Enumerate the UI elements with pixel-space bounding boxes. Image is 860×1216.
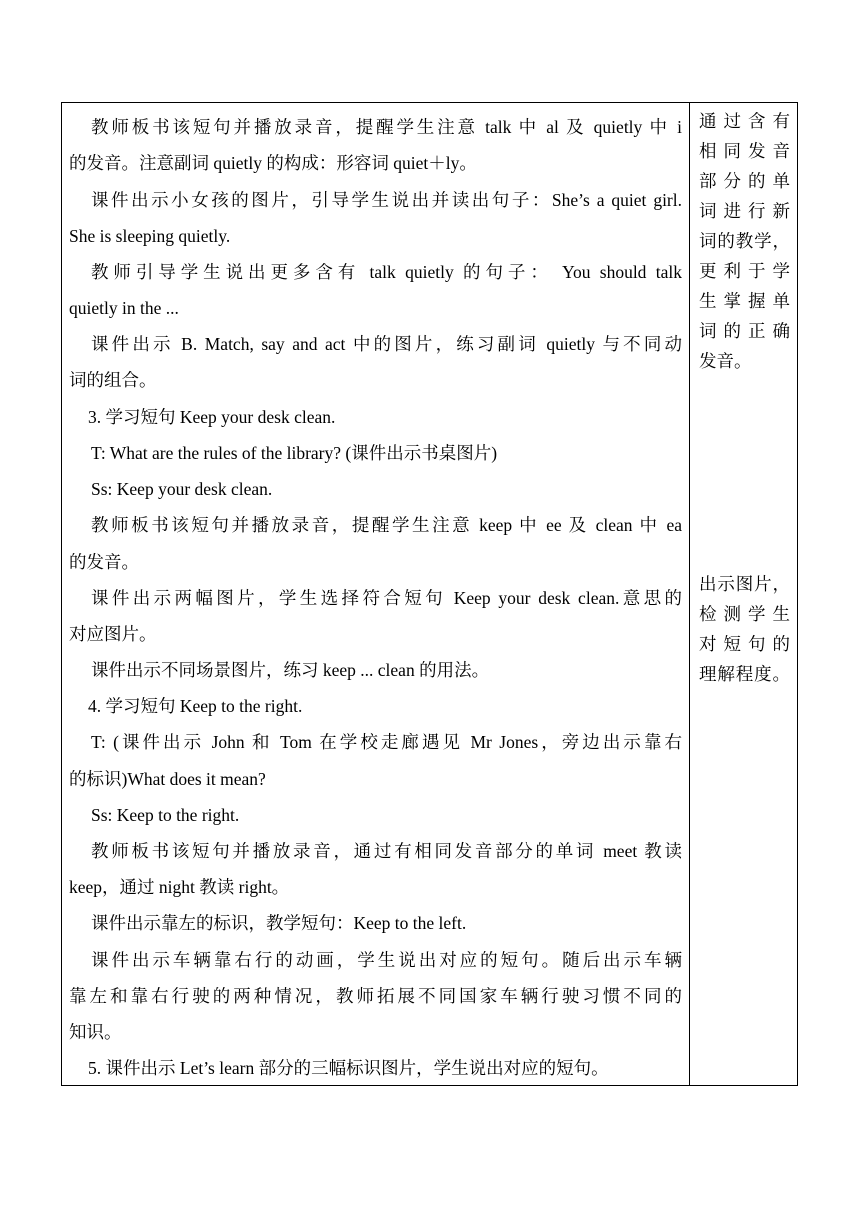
side-note-line: 相同发音 bbox=[699, 141, 790, 161]
text-line: 课件出示不同场景图片，练习 keep ... clean 的用法。 bbox=[91, 660, 490, 680]
side-note-line: 通过含有 bbox=[699, 111, 790, 131]
text-line: 课件出示 B. Match, say and act 中的图片，练习副词 quietly 与不同动 bbox=[91, 334, 682, 354]
text-line: 的标识)What does it mean? bbox=[69, 769, 266, 789]
side-note-line: 部分的单 bbox=[699, 171, 790, 191]
text-line: Ss: Keep your desk clean. bbox=[91, 479, 273, 499]
text-line: 教师引导学生说出更多含有 talk quietly 的句子： You should talk bbox=[91, 262, 682, 282]
section-heading: 4. 学习短句 Keep to the right. bbox=[88, 696, 303, 716]
text-line: 课件出示靠左的标识，教学短句：Keep to the left. bbox=[91, 913, 467, 933]
text-line: Ss: Keep to the right. bbox=[91, 805, 240, 825]
side-note-line: 更利于学 bbox=[699, 261, 790, 281]
text-line: 教师板书该短句并播放录音，提醒学生注意 talk 中 al 及 quietly 中 i bbox=[91, 117, 682, 137]
section-heading: 5. 课件出示 Let’s learn 部分的三幅标识图片，学生说出对应的短句。 bbox=[88, 1058, 609, 1078]
side-note-line: 生掌握单 bbox=[699, 291, 790, 311]
text-line: 的发音。注意副词 quietly 的构成：形容词 quiet＋ly。 bbox=[69, 153, 477, 173]
text-line: quietly in the ... bbox=[69, 298, 179, 318]
side-note-line: 词的教学， bbox=[699, 231, 790, 251]
text-line: 词的组合。 bbox=[69, 370, 157, 390]
text-line: 教师板书该短句并播放录音，提醒学生注意 keep 中 ee 及 clean 中 ea bbox=[91, 515, 682, 535]
text-line: 课件出示两幅图片，学生选择符合短句 Keep your desk clean.意思的 bbox=[91, 588, 682, 608]
side-note-line: 对短句的 bbox=[699, 634, 790, 654]
lesson-plan-table bbox=[61, 102, 798, 1086]
text-line: 靠左和靠右行驶的两种情况，教师拓展不同国家车辆行驶习惯不同的 bbox=[69, 986, 682, 1006]
text-line: 知识。 bbox=[69, 1022, 122, 1042]
text-line: She is sleeping quietly. bbox=[69, 226, 231, 246]
side-note-line: 出示图片， bbox=[699, 574, 790, 594]
text-line: 的发音。 bbox=[69, 552, 139, 572]
side-note-line: 检测学生 bbox=[699, 604, 790, 624]
text-line: T: (课件出示 John 和 Tom 在学校走廊遇见 Mr Jones，旁边出示靠右 bbox=[91, 732, 682, 752]
text-line: T: What are the rules of the library? (课件出示书桌图片) bbox=[91, 443, 498, 463]
text-line: 课件出示车辆靠右行的动画，学生说出对应的短句。随后出示车辆 bbox=[91, 950, 682, 970]
text-line: 对应图片。 bbox=[69, 624, 157, 644]
side-note-line: 发音。 bbox=[699, 351, 752, 371]
column-divider bbox=[689, 103, 690, 1085]
side-note-line: 词的正确 bbox=[699, 321, 790, 341]
text-line: keep，通过 night 教读 right。 bbox=[69, 877, 290, 897]
side-note-line: 词进行新 bbox=[699, 201, 790, 221]
side-note-line: 理解程度。 bbox=[699, 664, 790, 684]
text-line: 教师板书该短句并播放录音，通过有相同发音部分的单词 meet 教读 bbox=[91, 841, 682, 861]
section-heading: 3. 学习短句 Keep your desk clean. bbox=[88, 407, 336, 427]
text-line: 课件出示小女孩的图片，引导学生说出并读出句子：She’s a quiet girl. bbox=[91, 190, 682, 210]
